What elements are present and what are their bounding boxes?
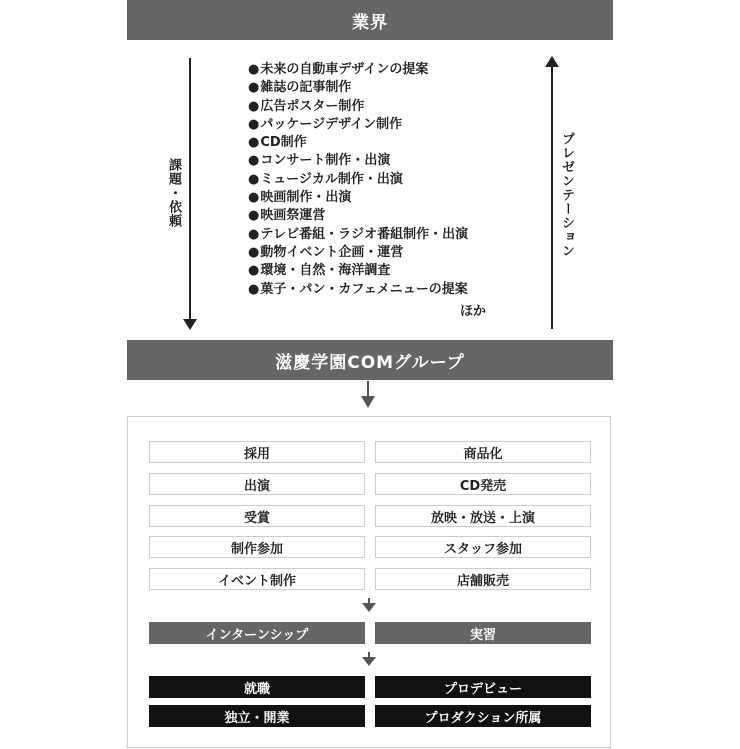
list-item: ● 未来の自動車デザインの提案 bbox=[248, 61, 468, 79]
result-cell: 商品化 bbox=[375, 441, 591, 463]
result-cell: 放映・放送・上演 bbox=[375, 505, 591, 527]
request-arrow-head bbox=[183, 319, 197, 330]
result-cell: 採用 bbox=[149, 441, 365, 463]
list-item: ● 映画祭運営 bbox=[248, 207, 468, 225]
presentation-label: プレゼンテーション bbox=[559, 132, 574, 258]
list-item: ● パッケージデザイン制作 bbox=[248, 116, 468, 134]
flow-arrow-stem bbox=[367, 381, 369, 396]
practical-training-cell: 実習 bbox=[375, 622, 591, 644]
industry-header bbox=[127, 0, 613, 40]
result-cell: 店舗販売 bbox=[375, 568, 591, 590]
result-cell: イベント制作 bbox=[149, 568, 365, 590]
list-item: ● 動物イベント企画・運営 bbox=[248, 244, 468, 262]
results-panel bbox=[127, 416, 611, 748]
career-cell: 独立・開業 bbox=[149, 705, 365, 727]
list-item: ● 環境・自然・海洋調査 bbox=[248, 262, 468, 280]
request-label: 課題・依頼 bbox=[166, 158, 181, 228]
list-item: ● 菓子・パン・カフェメニューの提案 bbox=[248, 281, 468, 299]
list-item: ● 広告ポスター制作 bbox=[248, 98, 468, 116]
result-cell: CD発売 bbox=[375, 473, 591, 495]
activity-list bbox=[248, 61, 468, 299]
career-cell: プロダクション所属 bbox=[375, 705, 591, 727]
flow-arrow-head bbox=[361, 396, 375, 408]
list-item: ● テレビ番組・ラジオ番組制作・出演 bbox=[248, 226, 468, 244]
list-item: ● コンサート制作・出演 bbox=[248, 152, 468, 170]
group-header bbox=[127, 340, 613, 380]
flow-arrow-head bbox=[362, 657, 376, 666]
group-title: 滋慶学園COMグループ bbox=[275, 352, 465, 373]
presentation-arrow-line bbox=[551, 66, 553, 329]
industry-title: 業界 bbox=[352, 12, 388, 33]
result-cell: 受賞 bbox=[149, 505, 365, 527]
internship-cell: インターンシップ bbox=[149, 622, 365, 644]
list-item: ● ミュージカル制作・出演 bbox=[248, 171, 468, 189]
list-item: ● CD制作 bbox=[248, 134, 468, 152]
result-cell: 制作参加 bbox=[149, 536, 365, 558]
result-cell: スタッフ参加 bbox=[375, 536, 591, 558]
activities-etc: ほか bbox=[460, 304, 487, 319]
flow-arrow-head bbox=[362, 603, 376, 612]
list-item: ● 映画制作・出演 bbox=[248, 189, 468, 207]
career-cell: 就職 bbox=[149, 676, 365, 698]
list-item: ● 雑誌の記事制作 bbox=[248, 79, 468, 97]
request-arrow-line bbox=[189, 58, 191, 320]
result-cell: 出演 bbox=[149, 473, 365, 495]
career-cell: プロデビュー bbox=[375, 676, 591, 698]
